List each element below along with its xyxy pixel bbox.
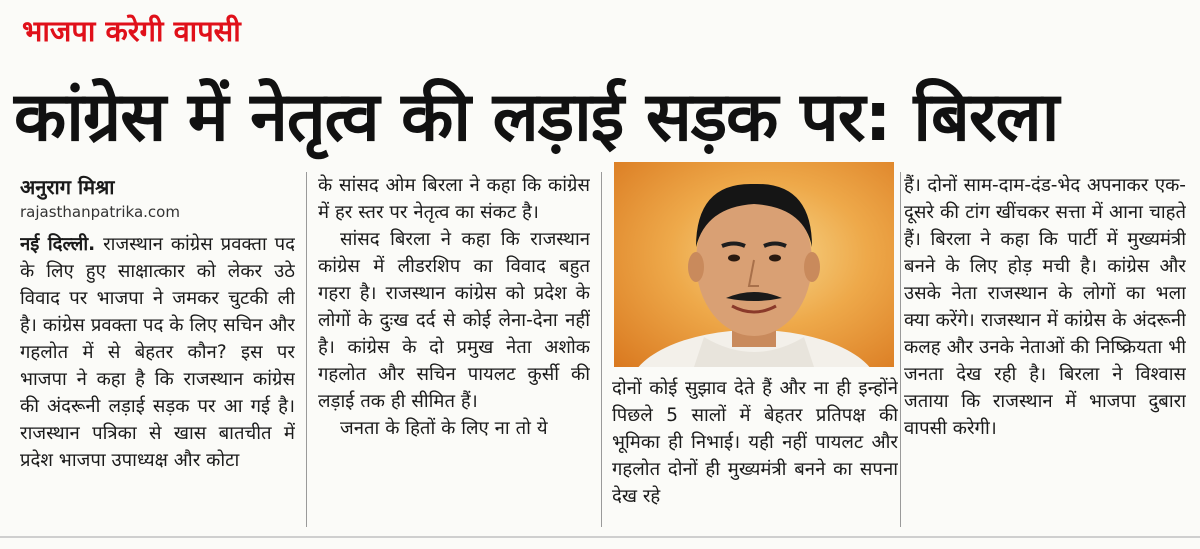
col4-text: हैं। दोनों साम-दाम-दंड-भेद अपनाकर एक-दूसरे की टांग खींचकर सत्ता में आना चाहते हैं। बिरला ने कहा कि पार्टी में मुख्यमंत्री बनने के लिए होड़ मची है। कांग्रेस और उसके नेता राजस्थान के लोगों का भला क्या करेंगे। राजस्थान में कांग्रेस के अंदरूनी कलह और उनके नेताओं की निष्क्रियता भी जनता देख रही है। बिरला ने विश्वास जताया कि राजस्थान में भाजपा दुबारा वापसी करेगी।	[904, 175, 1186, 439]
col2-paragraph-2: सांसद बिरला ने कहा कि राजस्थान कांग्रेस में लीडरशिप का विवाद बहुत गहरा है। राजस्थान कांग्रेस को प्रदेश के लोगों के दुःख दर्द से कोई लेना-देना नहीं है। कांग्रेस के दो प्रमुख नेता अशोक गहलोत और सचिन पायलट कुर्सी की लड़ाई तक ही सीमित हैं।	[318, 229, 590, 412]
col2-paragraph-3: जनता के हितों के लिए ना तो ये	[340, 418, 548, 439]
kicker: भाजपा करेगी वापसी	[22, 14, 241, 48]
column-divider	[601, 172, 602, 527]
column-divider	[900, 172, 901, 527]
portrait-illustration	[614, 162, 894, 367]
politician-photo	[614, 162, 894, 367]
column-4	[904, 172, 1186, 532]
right-eye	[769, 255, 781, 262]
left-eye	[728, 255, 740, 262]
col2-paragraph-1: के सांसद ओम बिरला ने कहा कि कांग्रेस में हर स्तर पर नेतृत्व का संकट है।	[318, 175, 590, 223]
left-ear-shape	[688, 252, 704, 282]
column-1	[20, 172, 295, 532]
col3-text: दोनों कोई सुझाव देते हैं और ना ही इन्होंने पिछले 5 सालों में बेहतर प्रतिपक्ष की भूमिका ही निभाई। यही नहीं पायलट और गहलोत दोनों ही मुख्यमंत्री बनने का सपना देख रहे	[612, 378, 898, 507]
right-ear-shape	[804, 252, 820, 282]
column-2	[318, 172, 590, 532]
bottom-rule	[0, 536, 1200, 538]
dateline: नई दिल्ली.	[20, 234, 96, 255]
headline: कांग्रेस में नेतृत्व की लड़ाई सड़क पर: बिरला	[14, 78, 1059, 157]
byline-author: अनुराग मिश्रा	[20, 175, 115, 199]
column-3	[612, 375, 898, 535]
byline-site: rajasthanpatrika.com	[20, 203, 180, 221]
column-divider	[306, 172, 307, 527]
col1-text: राजस्थान कांग्रेस प्रवक्ता पद के लिए हुए साक्षात्कार को लेकर उठे विवाद पर भाजपा ने जमकर चुटकी ली है। कांग्रेस प्रवक्ता पद के लिए सचिन और गहलोत में से बेहतर कौन? इस पर भाजपा ने कहा है कि राजस्थान कांग्रेस की अंदरूनी लड़ाई सड़क पर आ गई है। राजस्थान पत्रिका से खास बातचीत में प्रदेश भाजपा उपाध्यक्ष और कोटा	[20, 234, 295, 471]
